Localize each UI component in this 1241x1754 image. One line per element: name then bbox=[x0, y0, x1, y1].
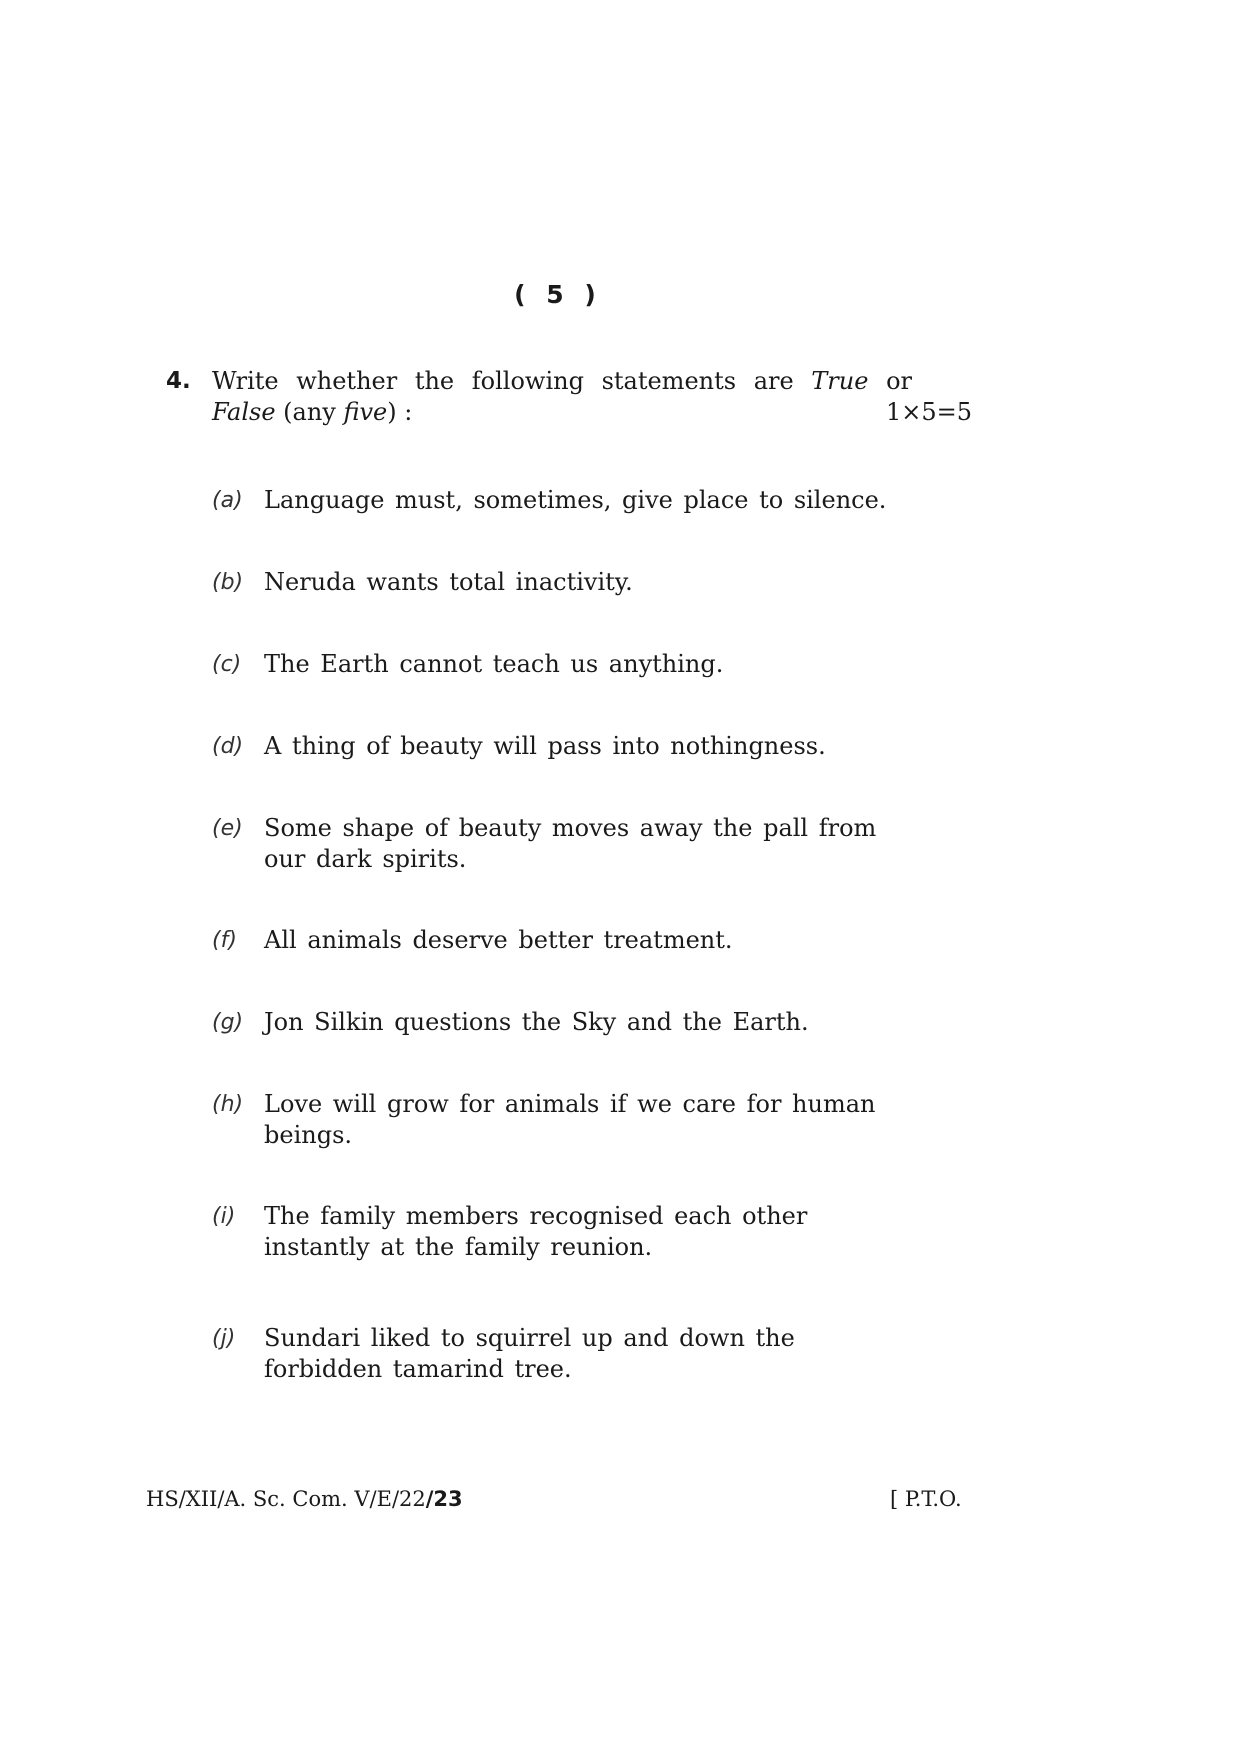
item-label: (f) bbox=[212, 928, 237, 953]
item-label: (g) bbox=[212, 1010, 244, 1035]
instruction-any: (any bbox=[275, 398, 344, 426]
page-number: ( 5 ) bbox=[514, 280, 602, 309]
item-label: (e) bbox=[212, 816, 243, 841]
item-text: A thing of beauty will pass into nothingness. bbox=[264, 732, 826, 760]
instruction-line-2 bbox=[212, 397, 972, 428]
instruction-end: ) : bbox=[387, 398, 413, 426]
item-label: (b) bbox=[212, 570, 244, 595]
item-label: (c) bbox=[212, 652, 242, 677]
item-text: Neruda wants total inactivity. bbox=[264, 568, 633, 596]
instruction-word-true: True bbox=[811, 367, 869, 395]
item-text: The Earth cannot teach us anything. bbox=[264, 650, 724, 678]
instruction-word-false: False bbox=[212, 398, 276, 426]
item-text: Language must, sometimes, give place to silence. bbox=[264, 486, 887, 514]
question-instruction bbox=[212, 366, 972, 428]
item-text: All animals deserve better treatment. bbox=[264, 926, 733, 954]
item-text: Love will grow for animals if we care for human beings. bbox=[264, 1090, 876, 1149]
instruction-word: or bbox=[886, 367, 912, 395]
instruction-word: whether bbox=[296, 367, 398, 395]
question-number: 4. bbox=[166, 368, 191, 394]
instruction-line-2-text bbox=[212, 397, 412, 428]
paper-code-prefix: HS/XII/A. Sc. Com. V/E/22 bbox=[146, 1487, 426, 1511]
instruction-word: the bbox=[414, 367, 455, 395]
item-label: (j) bbox=[212, 1326, 236, 1351]
item-text: Some shape of beauty moves away the pall from our dark spirits. bbox=[264, 814, 877, 873]
item-text: The family members recognised each other instantly at the family reunion. bbox=[264, 1202, 808, 1261]
instruction-word: statements bbox=[601, 367, 737, 395]
instruction-word: Write bbox=[212, 367, 279, 395]
item-label: (d) bbox=[212, 734, 244, 759]
instruction-five: five bbox=[343, 398, 388, 426]
item-text: Jon Silkin questions the Sky and the Earth. bbox=[264, 1008, 809, 1036]
instruction-line-1 bbox=[212, 366, 912, 397]
instruction-word: following bbox=[471, 367, 584, 395]
paper-code-suffix: /23 bbox=[425, 1487, 463, 1511]
item-label: (a) bbox=[212, 488, 243, 513]
instruction-word: are bbox=[753, 367, 794, 395]
item-text: Sundari liked to squirrel up and down the forbidden tamarind tree. bbox=[264, 1324, 795, 1383]
please-turn-over: [ P.T.O. bbox=[890, 1487, 962, 1511]
item-label: (i) bbox=[212, 1204, 236, 1229]
marks-allocation: 1×5=5 bbox=[885, 398, 972, 426]
item-label: (h) bbox=[212, 1092, 244, 1117]
paper-code bbox=[146, 1487, 463, 1511]
